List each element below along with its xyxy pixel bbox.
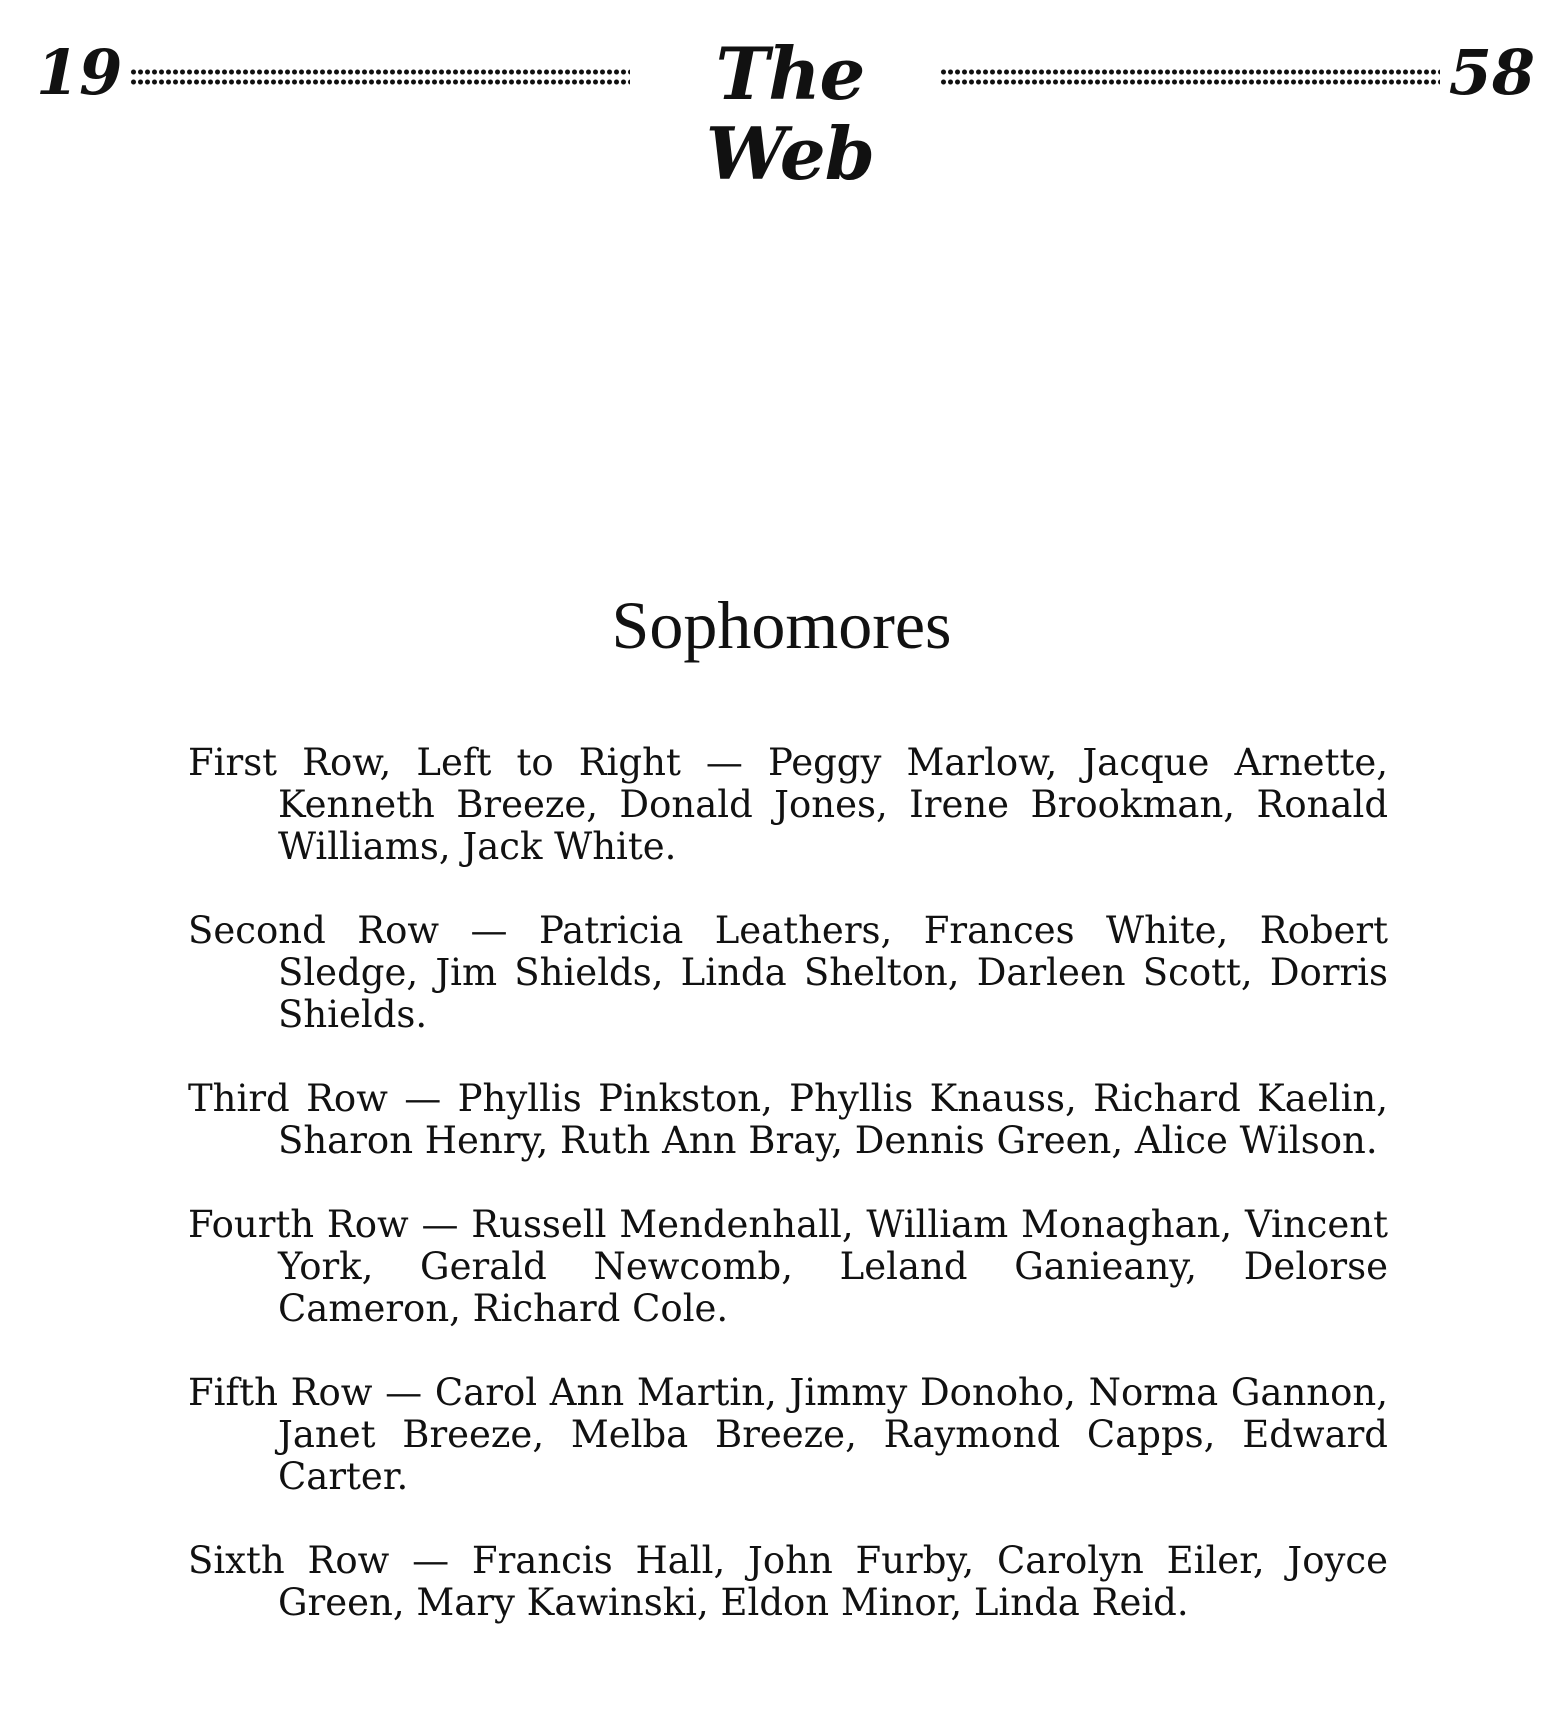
row-names: Patricia Leathers, Frances White, Robert Sledge, Jim Shields, Linda Shelton, Darleen Scott, Dorris Shields. bbox=[278, 909, 1388, 1036]
row-entry-first bbox=[188, 742, 1388, 868]
row-list bbox=[188, 742, 1388, 1666]
row-names: Phyllis Pinkston, Phyllis Knauss, Richard Kaelin, Sharon Henry, Ruth Ann Bray, Dennis Green, Alice Wilson. bbox=[278, 1077, 1388, 1162]
row-entry-fourth bbox=[188, 1204, 1388, 1330]
section-title: Sophomores bbox=[611, 587, 952, 663]
year-right: 58 bbox=[1448, 36, 1535, 109]
row-label: Fourth Row bbox=[188, 1203, 409, 1246]
row-entry-sixth bbox=[188, 1540, 1388, 1624]
row-label: Third Row bbox=[188, 1077, 388, 1120]
row-names: Carol Ann Martin, Jimmy Donoho, Norma Gannon, Janet Breeze, Melba Breeze, Raymond Capps, Edward Carter. bbox=[278, 1371, 1388, 1498]
page-header bbox=[30, 30, 1535, 196]
decorative-dot-border-right bbox=[940, 67, 1440, 87]
row-label: Sixth Row bbox=[188, 1539, 390, 1582]
decorative-dot-border-left bbox=[130, 67, 630, 87]
row-label: First Row, Left to Right bbox=[188, 741, 681, 784]
row-entry-second bbox=[188, 910, 1388, 1036]
row-separator: — bbox=[439, 909, 539, 952]
year-left: 19 bbox=[36, 36, 123, 109]
row-names: Peggy Marlow, Jacque Arnette, Kenneth Breeze, Donald Jones, Irene Brookman, Ronald Williams, Jack White. bbox=[278, 741, 1388, 868]
row-separator: — bbox=[387, 1077, 458, 1120]
row-names: Russell Mendenhall, William Monaghan, Vincent York, Gerald Newcomb, Leland Ganieany, Delorse Cameron, Richard Cole. bbox=[278, 1203, 1388, 1330]
row-names: Francis Hall, John Furby, Carolyn Eiler, Joyce Green, Mary Kawinski, Eldon Minor, Linda Reid. bbox=[278, 1539, 1388, 1624]
row-label: Second Row bbox=[188, 909, 440, 952]
publication-title: The Web bbox=[705, 31, 875, 196]
row-separator: — bbox=[389, 1539, 472, 1582]
row-separator: — bbox=[372, 1371, 435, 1414]
row-label: Fifth Row bbox=[188, 1371, 373, 1414]
row-entry-fifth bbox=[188, 1372, 1388, 1498]
row-entry-third bbox=[188, 1078, 1388, 1162]
row-separator: — bbox=[680, 741, 768, 784]
row-separator: — bbox=[408, 1203, 472, 1246]
